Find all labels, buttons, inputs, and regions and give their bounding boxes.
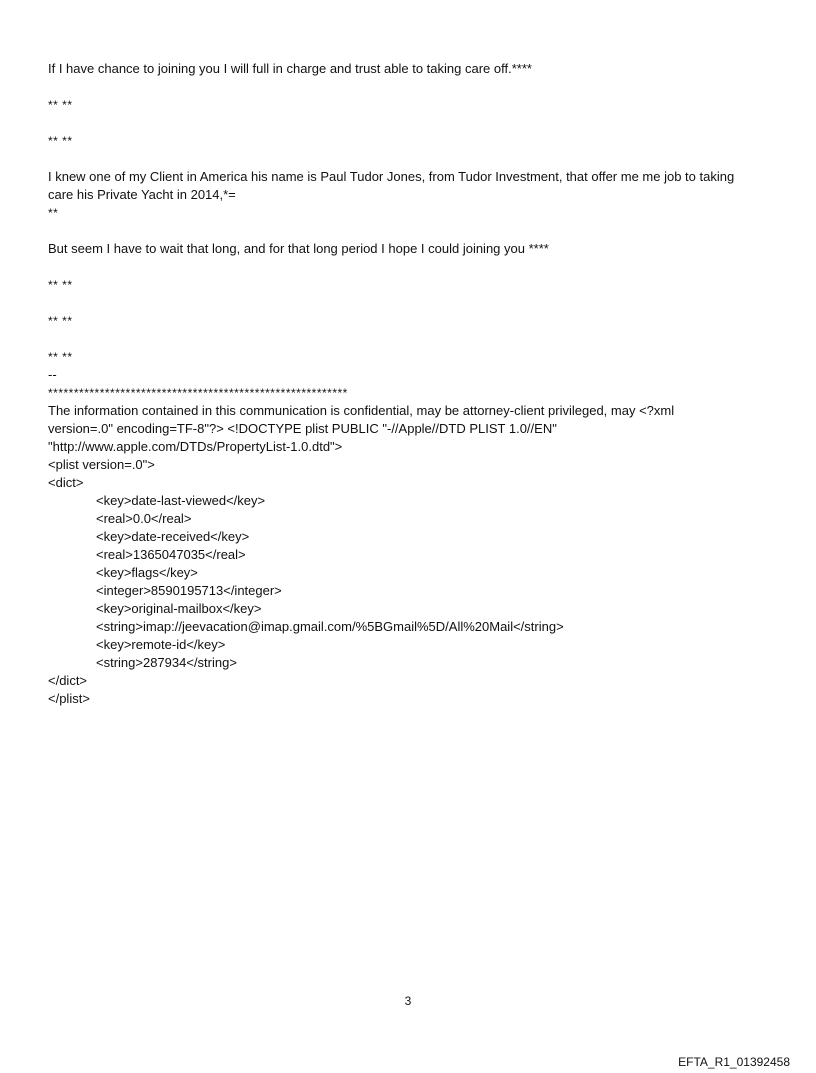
asterisk-rule: **********************************************************	[48, 386, 348, 400]
document-id: EFTA_R1_01392458	[678, 1055, 790, 1069]
page-number: 3	[404, 994, 412, 1008]
paragraph-waiting: But seem I have to wait that long, and for that long period I hope I could joining you ****	[48, 241, 549, 256]
disclaimer-line-2: version=.0" encoding=TF-8"?> <!DOCTYPE plist PUBLIC "-//Apple//DTD PLIST 1.0//EN"	[48, 421, 557, 436]
plist-entry: <key>flags</key>	[96, 565, 198, 580]
asterisk-line: ** **	[48, 98, 73, 112]
paragraph-joining: If I have chance to joining you I will full in charge and trust able to taking care off.****	[48, 61, 532, 76]
plist-entry: <string>imap://jeevacation@imap.gmail.com/%5BGmail%5D/All%20Mail</string>	[96, 619, 564, 634]
signature-separator: --	[48, 367, 57, 382]
asterisk-line: ** **	[48, 314, 73, 328]
disclaimer-line-3: "http://www.apple.com/DTDs/PropertyList-1.0.dtd">	[48, 439, 343, 454]
paragraph-client-line-1: I knew one of my Client in America his name is Paul Tudor Jones, from Tudor Investment, that offer me me job to taking	[48, 169, 735, 184]
spacer	[48, 78, 788, 96]
plist-entry: <key>remote-id</key>	[96, 637, 226, 652]
spacer	[48, 150, 788, 168]
plist-entry: <real>0.0</real>	[96, 511, 192, 526]
plist-entry: <key>date-received</key>	[96, 529, 250, 544]
spacer	[48, 330, 788, 348]
spacer	[48, 294, 788, 312]
plist-entry: <string>287934</string>	[96, 655, 237, 670]
plist-entry: <integer>8590195713</integer>	[96, 583, 282, 598]
asterisk-line: ** **	[48, 134, 73, 148]
asterisk-line: ** **	[48, 350, 73, 364]
asterisk-line: **	[48, 206, 59, 220]
paragraph-client-line-2: care his Private Yacht in 2014,*=	[48, 187, 236, 202]
asterisk-line: ** **	[48, 278, 73, 292]
plist-entry: <key>original-mailbox</key>	[96, 601, 262, 616]
dict-close: </dict>	[48, 673, 88, 688]
disclaimer-line-1: The information contained in this communication is confidential, may be attorney-client privileged, may <?xml	[48, 403, 675, 418]
plist-entry: <key>date-last-viewed</key>	[96, 493, 266, 508]
spacer	[48, 114, 788, 132]
document-body	[48, 60, 788, 708]
spacer	[48, 258, 788, 276]
spacer	[48, 222, 788, 240]
plist-open: <plist version=.0">	[48, 457, 155, 472]
plist-entry: <real>1365047035</real>	[96, 547, 246, 562]
plist-close: </plist>	[48, 691, 90, 706]
dict-open: <dict>	[48, 475, 84, 490]
